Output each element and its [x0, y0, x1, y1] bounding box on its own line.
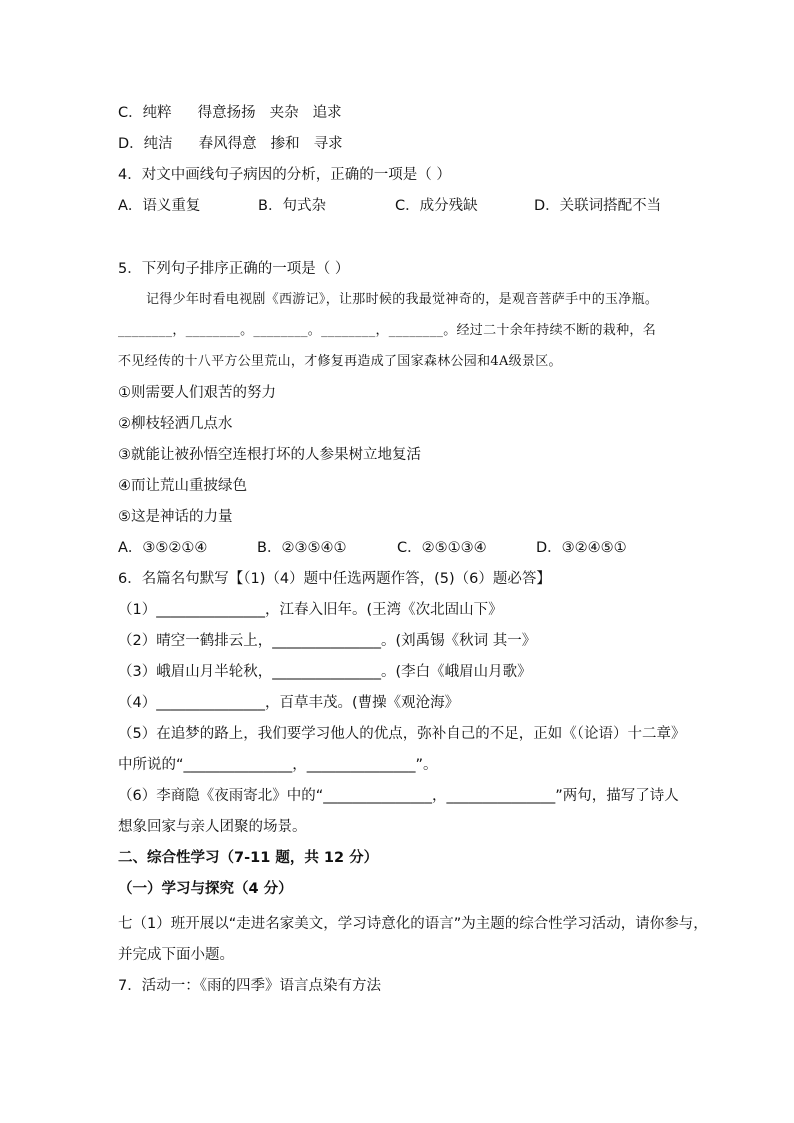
- option-word: 纯洁: [143, 136, 173, 152]
- option-word: 寻求: [313, 136, 343, 152]
- q4-option-c: C．成分残缺: [395, 198, 478, 214]
- q3-option-c: [118, 103, 342, 123]
- option-letter: C．: [118, 105, 143, 121]
- q5-item-5: ⑤这是神话的力量: [118, 509, 233, 525]
- q4-stem: 4．对文中画线句子病因的分析，正确的一项是（ ）: [118, 167, 451, 183]
- q5-item-3: ③就能让被孙悟空连根打坏的人参果树立地复活: [118, 447, 421, 463]
- q4-option-a: A．语义重复: [118, 198, 201, 214]
- q6-line-6: 中所说的“_______________，_______________”。: [118, 757, 438, 773]
- option-word: 追求: [312, 105, 342, 121]
- q4-option-b: B．句式杂: [258, 198, 326, 214]
- q5-passage-line2: ________，________。________。________，________。经过二十余年持续不断的栽种，名: [118, 323, 656, 338]
- q5-item-2: ②柳枝轻洒几点水: [118, 416, 233, 432]
- option-word: 夹杂: [269, 105, 299, 121]
- section2-heading: 二、综合性学习（7-11 题，共 12 分）: [118, 850, 379, 866]
- q6-line-3: （3）峨眉山月半轮秋，_______________。(李白《峨眉山月歌》: [118, 664, 532, 680]
- option-word: 春风得意: [198, 136, 257, 152]
- q5-option-c: C．②⑤①③④: [397, 540, 487, 556]
- q5-option-d: D．③②④⑤①: [536, 540, 627, 556]
- q5-item-1: ①则需要人们艰苦的努力: [118, 385, 276, 401]
- q5-options: [118, 538, 678, 558]
- q5-item-4: ④而让荒山重披绿色: [118, 478, 247, 494]
- q6-line-7: （6）李商隐《夜雨寄北》中的“_______________，_______________”两句，描写了诗人: [118, 788, 679, 804]
- option-word: 纯粹: [142, 105, 172, 121]
- option-word: 得意扬扬: [197, 105, 256, 121]
- section2-intro-line1: 七（1）班开展以“走进名家美文，学习诗意化的语言”为主题的综合性学习活动，请你参与，: [118, 916, 708, 932]
- q7-stem: 7．活动一：《雨的四季》语言点染有方法: [118, 978, 381, 994]
- q5-passage-line1: 记得少年时看电视剧《西游记》，让那时候的我最觉神奇的，是观音菩萨手中的玉净瓶。: [146, 292, 659, 307]
- q4-option-d: D．关联词搭配不当: [534, 198, 662, 214]
- q3-option-d: [118, 134, 343, 154]
- q5-option-b: B．②③⑤④①: [257, 540, 347, 556]
- q6-line-8: 想象回家与亲人团聚的场景。: [118, 819, 307, 835]
- section2-intro-line2: 并完成下面小题。: [118, 947, 234, 963]
- q4-options: [118, 196, 678, 216]
- q6-line-4: （4）_______________，百草丰茂。(曹操《观沧海》: [118, 695, 460, 711]
- q5-passage-line3: 不见经传的十八平方公里荒山，才修复再造成了国家森林公园和4A级景区。: [118, 354, 562, 369]
- option-word: 掺和: [270, 136, 300, 152]
- option-letter: D．: [118, 136, 144, 152]
- q5-option-a: A．③⑤②①④: [118, 540, 208, 556]
- q6-line-2: （2）晴空一鹤排云上，_______________。(刘禹锡《秋词 其一》: [118, 633, 537, 649]
- q5-stem: 5．下列句子排序正确的一项是（ ）: [118, 261, 350, 277]
- section2-sub-heading: （一）学习与探究（4 分）: [118, 881, 293, 897]
- q6-stem: 6．名篇名句默写【（1)（4）题中任选两题作答，(5)（6）题必答】: [118, 571, 551, 587]
- q6-line-5: （5）在追梦的路上，我们要学习他人的优点，弥补自己的不足，正如《（论语）十二章》: [118, 726, 686, 742]
- q6-line-1: （1）_______________，江春入旧年。(王湾《次北固山下》: [118, 602, 503, 618]
